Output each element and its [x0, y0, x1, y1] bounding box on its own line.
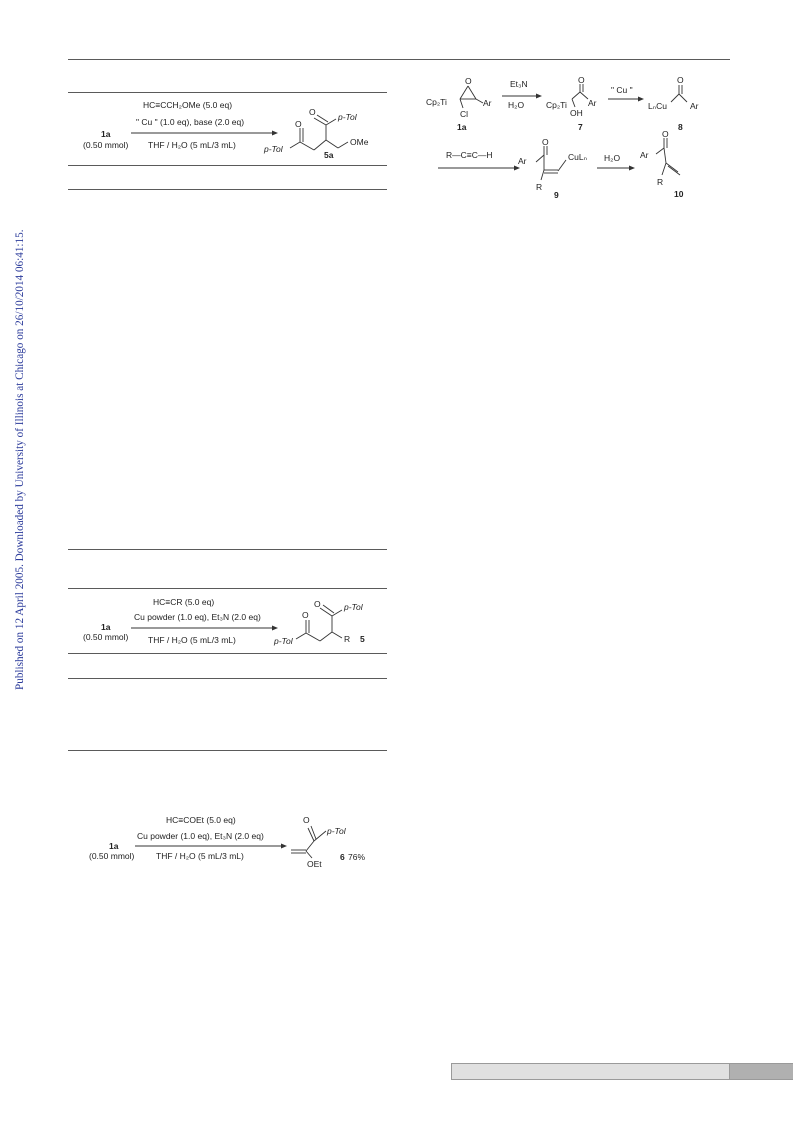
header-rule [68, 59, 730, 60]
mech-et3n: Et₃N [510, 79, 528, 89]
mech-label-10: 10 [674, 189, 684, 199]
compound-8-structure [671, 85, 687, 102]
table2-rule-b [68, 588, 387, 589]
footer-bar-dark [730, 1063, 793, 1080]
mech-1a-cl: Cl [460, 109, 469, 119]
scheme3-yield: 76% [348, 852, 366, 862]
mech-10-ar: Ar [640, 150, 649, 160]
table2-rule-c [68, 653, 387, 654]
mech-1a-cp2ti: Cp₂Ti [426, 97, 447, 107]
mech-10-oxygen: O [662, 129, 669, 139]
mech-9-r: R [536, 182, 543, 192]
scheme3-oet: OEt [307, 859, 322, 869]
table1-rule-mid [68, 165, 387, 166]
scheme-3 [85, 812, 385, 872]
scheme2-ptol-top: p-Tol [344, 602, 363, 612]
scheme1-reagent-3: THF / H₂O (5 mL/3 mL) [148, 140, 236, 150]
mech-7-cp2ti: Cp₂Ti [546, 100, 567, 110]
scheme1-amount: (0.50 mmol) [83, 140, 129, 150]
scheme3-oxygen: O [303, 815, 310, 825]
mech-1a-oxygen: O [465, 76, 472, 86]
mech-label-1a: 1a [457, 122, 467, 132]
mech-label-8: 8 [678, 122, 683, 132]
compound-1a-structure [460, 86, 483, 108]
mech-9-oxygen: O [542, 137, 549, 147]
mech-arrowhead-4 [629, 166, 635, 171]
scheme2-reagent-3: THF / H₂O (5 mL/3 mL) [148, 635, 236, 645]
scheme1-reagent-2: " Cu " (1.0 eq), base (2.0 eq) [136, 117, 245, 127]
scheme3-reagent-2: Cu powder (1.0 eq), Et₃N (2.0 eq) [137, 831, 264, 841]
scheme1-arrowhead [272, 131, 278, 136]
scheme2-ptol-left: p-Tol [274, 636, 293, 646]
mech-1a-ar: Ar [483, 98, 492, 108]
scheme3-ptol: p-Tol [327, 826, 346, 836]
download-watermark-text: Published on 12 April 2005. Downloaded by University of Illinois at Chicago on 26/10/2014 06:41:15. [14, 229, 26, 690]
scheme1-ptol-left: p-Tol [264, 144, 283, 154]
scheme2-oxygen-top: O [314, 599, 321, 609]
scheme1-oxygen-top: O [309, 107, 316, 117]
mech-arrowhead-2 [638, 97, 644, 102]
scheme3-substrate: 1a [109, 841, 119, 851]
table2-rule-a [68, 549, 387, 550]
scheme2-arrowhead [272, 626, 278, 631]
scheme3-reagent-1: HC≡COEt (5.0 eq) [166, 815, 236, 825]
mech-8-ar: Ar [690, 101, 699, 111]
mech-8-lncu: LₙCu [648, 101, 667, 111]
scheme1-reagent-1: HC≡CCH₂OMe (5.0 eq) [143, 100, 233, 110]
scheme3-reagent-3: THF / H₂O (5 mL/3 mL) [156, 851, 244, 861]
scheme1-ome: OMe [350, 137, 369, 147]
table1-rule-top [68, 92, 387, 93]
compound-7-structure [572, 84, 588, 107]
scheme-2 [68, 592, 388, 652]
mech-8-oxygen: O [677, 75, 684, 85]
mech-7-ar: Ar [588, 98, 597, 108]
scheme3-product-structure [291, 826, 326, 858]
scheme1-ptol-top: p-Tol [338, 112, 357, 122]
mech-arrowhead-3 [514, 166, 520, 171]
mech-h2o-1: H₂O [508, 100, 525, 110]
scheme2-amount: (0.50 mmol) [83, 632, 129, 642]
compound-9-structure [536, 146, 566, 180]
table2-rule-e [68, 750, 387, 751]
scheme2-reagent-1: HC≡CR (5.0 eq) [153, 597, 215, 607]
mech-label-7: 7 [578, 122, 583, 132]
mech-label-9: 9 [554, 190, 559, 200]
scheme2-r-group: R [344, 634, 351, 644]
scheme1-substrate: 1a [101, 129, 111, 139]
mech-9-ar: Ar [518, 156, 527, 166]
scheme2-oxygen-left: O [302, 610, 309, 620]
mechanism-scheme [418, 72, 738, 207]
mech-h2o-2: H₂O [604, 153, 621, 163]
scheme3-product-label: 6 [340, 852, 345, 862]
mech-9-culn: CuLₙ [568, 152, 587, 162]
scheme1-product-label: 5a [324, 150, 334, 160]
table1-rule-bottom [68, 189, 387, 190]
scheme2-substrate: 1a [101, 622, 111, 632]
mech-arrowhead-1 [536, 94, 542, 99]
scheme1-oxygen-left: O [295, 119, 302, 129]
scheme-1 [68, 95, 388, 165]
footer-bar-light [451, 1063, 730, 1080]
scheme2-product-label: 5 [360, 634, 365, 644]
download-watermark [4, 110, 24, 690]
mech-10-r: R [657, 177, 664, 187]
mech-7-oxygen: O [578, 75, 585, 85]
scheme3-arrowhead [281, 844, 287, 849]
mech-cu-reagent: " Cu " [611, 85, 633, 95]
mech-alkyne: R—C≡C—H [446, 150, 493, 160]
scheme3-amount: (0.50 mmol) [89, 851, 135, 861]
compound-10-structure [656, 138, 680, 175]
table2-rule-d [68, 678, 387, 679]
mech-7-oh: OH [570, 108, 583, 118]
scheme2-reagent-2: Cu powder (1.0 eq), Et₃N (2.0 eq) [134, 612, 261, 622]
